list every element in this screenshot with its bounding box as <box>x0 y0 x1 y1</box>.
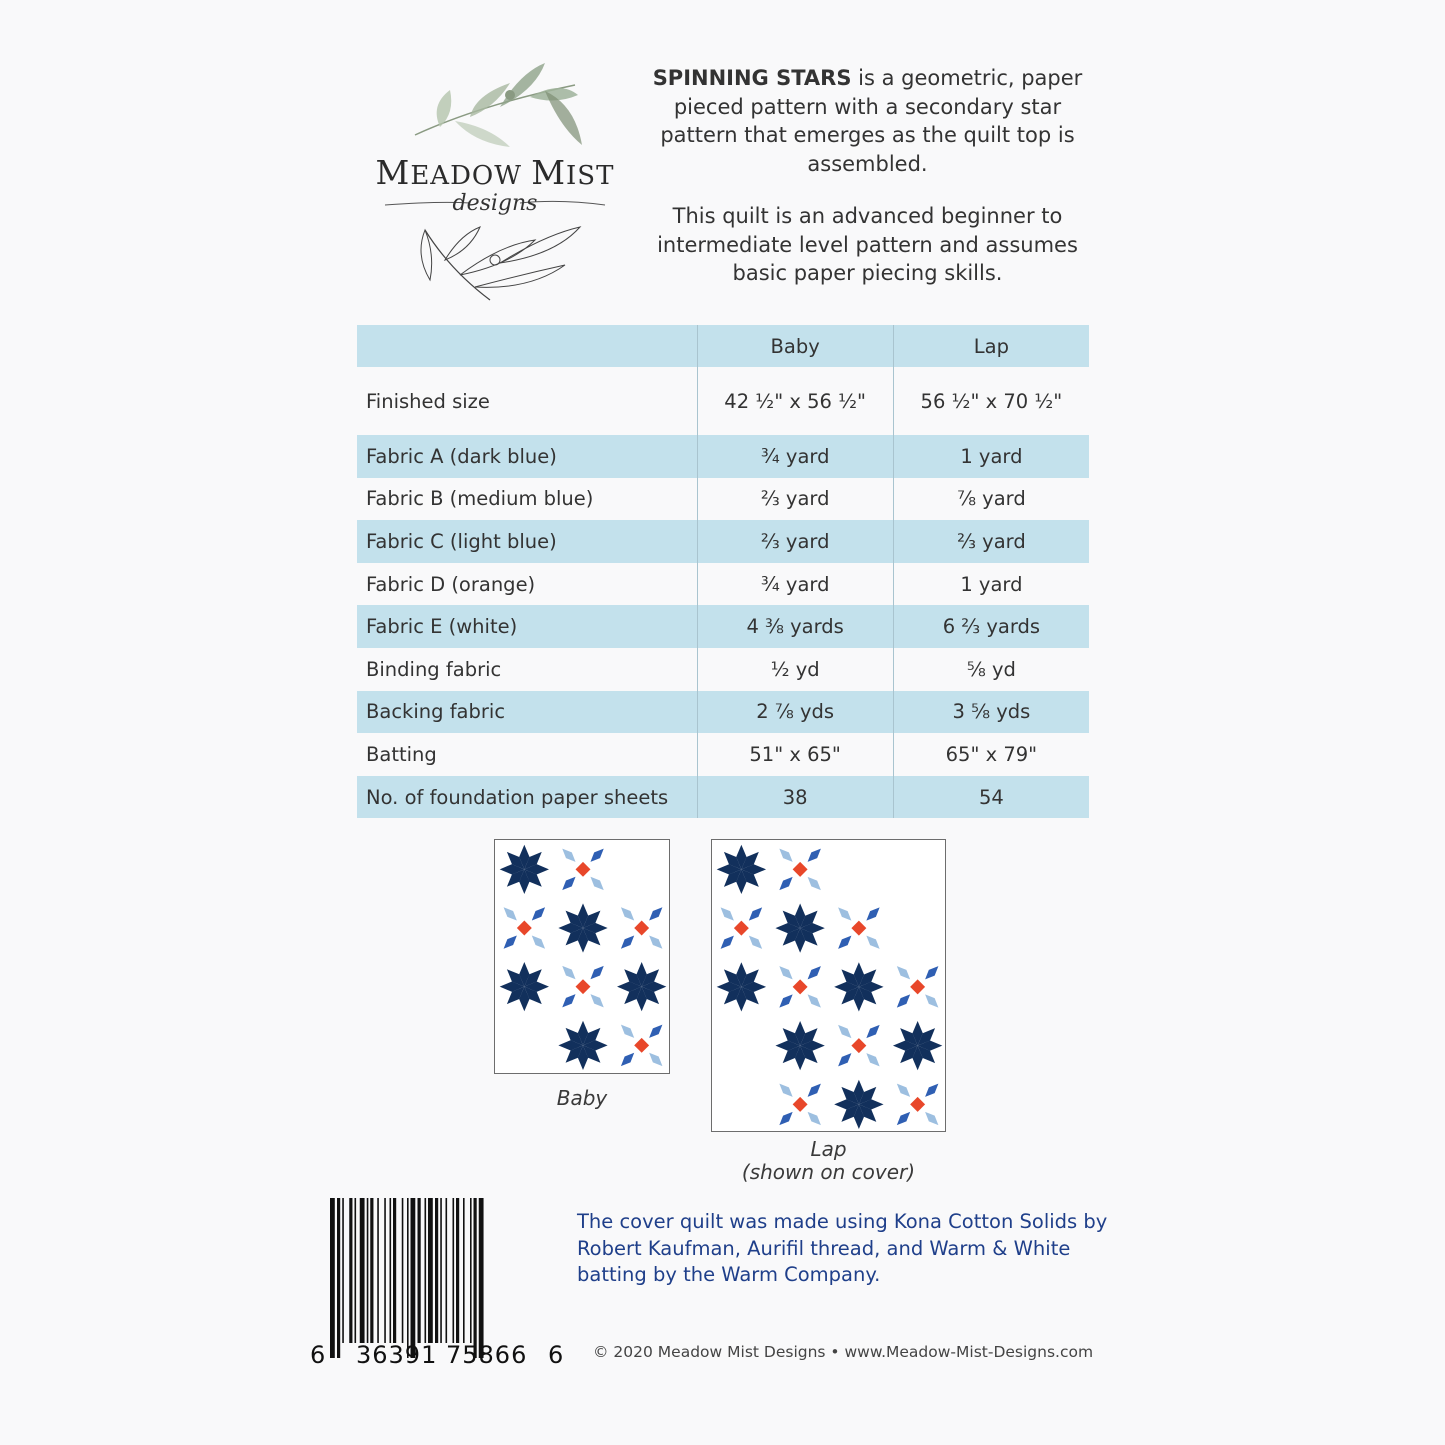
quilt-diamond <box>649 935 662 948</box>
quilt-diamond <box>866 1025 879 1038</box>
intro-paragraph-1: SPINNING STARS is a geometric, paper pieced pattern with a secondary star pattern that emerges as the quilt top is assembled. <box>652 66 1083 176</box>
row-label: Fabric A (dark blue) <box>357 435 697 478</box>
quilt-diamond <box>779 1112 792 1125</box>
quilt-orange-square <box>576 979 591 994</box>
row-label: Fabric C (light blue) <box>357 520 697 563</box>
logo-subtitle: designs <box>452 191 538 216</box>
table-row <box>357 563 1089 606</box>
quilt-diamond <box>504 935 517 948</box>
barcode-bar <box>418 1198 421 1343</box>
barcode-bar <box>407 1198 409 1358</box>
quilt-diamond <box>838 907 851 920</box>
barcode-group-2: 75866 <box>446 1341 528 1369</box>
materials-credit: The cover quilt was made using Kona Cotton Solids by Robert Kaufman, Aurifil thread, and Warm & White batting by the Warm Company. <box>577 1210 1108 1286</box>
quilt-diamond <box>925 966 938 979</box>
lap-caption: Lap <box>810 1137 847 1161</box>
copyright-footer: © 2020 Meadow Mist Designs • www.Meadow-Mist-Designs.com <box>593 1343 1094 1361</box>
quilt-diamond <box>808 849 821 862</box>
table-row <box>357 367 1089 435</box>
table-row <box>357 733 1089 776</box>
barcode-bar <box>474 1198 477 1358</box>
quilt-diamond <box>838 1053 851 1066</box>
quilt-diamond <box>925 1112 938 1125</box>
barcode-bar <box>470 1198 472 1343</box>
intro-paragraph-2: This quilt is an advanced beginner to intermediate level pattern and assumes basic paper piecing skills. <box>657 204 1078 285</box>
quilt-diamond <box>621 1053 634 1066</box>
quilt-diamond <box>621 935 634 948</box>
table-row <box>357 478 1089 521</box>
quilt-diamond <box>808 1084 821 1097</box>
quilt-orange-square <box>734 921 749 936</box>
barcode-digit-right: 6 <box>548 1341 565 1369</box>
row-label: Binding fabric <box>366 657 502 681</box>
quilt-diamond <box>562 966 575 979</box>
row-baby: ⅔ yard <box>697 520 893 563</box>
row-lap: 56 ½" x 70 ½" <box>893 367 1089 435</box>
barcode-bar <box>393 1198 396 1343</box>
row-baby: 4 ⅜ yards <box>697 605 893 648</box>
quilt-diamond <box>562 994 575 1007</box>
table-header-row <box>357 325 1089 367</box>
quilt-orange-square <box>793 862 808 877</box>
barcode-bar <box>435 1198 438 1343</box>
row-lap: 1 yard <box>893 435 1089 478</box>
row-baby: ⅔ yard <box>697 478 893 521</box>
pattern-name: SPINNING STARS <box>652 66 852 90</box>
quilt-diamond <box>621 907 634 920</box>
quilt-diamond <box>808 1112 821 1125</box>
lap-quilt-illustration <box>711 839 946 1132</box>
table-row <box>357 520 1089 563</box>
quilt-diamond <box>866 936 879 949</box>
row-baby: 38 <box>697 776 893 819</box>
quilt-diamond <box>649 907 662 920</box>
barcode-bar <box>463 1198 465 1343</box>
row-lap: 6 ⅔ yards <box>893 605 1089 648</box>
quilt-diamond <box>590 849 603 862</box>
quilt-diamond <box>721 907 734 920</box>
barcode-bar <box>440 1198 442 1343</box>
barcode-bar <box>337 1198 340 1358</box>
quilt-orange-square <box>851 1038 866 1053</box>
row-lap: ⅞ yard <box>893 478 1089 521</box>
quilt-diamond <box>897 966 910 979</box>
intro-text <box>640 64 1095 288</box>
barcode-bar <box>456 1198 459 1343</box>
barcode-bar <box>377 1198 379 1343</box>
row-baby: ½ yd <box>697 648 893 691</box>
row-label: Fabric D (orange) <box>366 572 536 596</box>
quilt-orange-square <box>634 921 649 936</box>
quilt-orange-square <box>910 979 925 994</box>
quilt-orange-square <box>517 921 532 936</box>
barcode-digit-left: 6 <box>310 1341 327 1369</box>
quilt-diamond <box>897 1112 910 1125</box>
quilt-orange-square <box>851 921 866 936</box>
barcode-bar <box>367 1198 369 1343</box>
row-label: No. of foundation paper sheets <box>357 776 697 819</box>
lap-quilt-pattern <box>712 840 946 1132</box>
barcode-bar <box>342 1198 344 1343</box>
table-row <box>357 605 1089 648</box>
quilt-orange-square <box>576 862 591 877</box>
table-row <box>357 776 1089 819</box>
barcode-bar <box>390 1198 392 1343</box>
quilt-diamond <box>649 1025 662 1038</box>
quilt-diamond <box>897 1084 910 1097</box>
quilt-diamond <box>590 966 603 979</box>
barcode-bar <box>402 1198 404 1343</box>
barcode-bar <box>428 1198 433 1343</box>
quilt-diamond <box>866 907 879 920</box>
quilt-diamond <box>838 1025 851 1038</box>
barcode-group-1: 36391 <box>356 1341 438 1369</box>
quilt-diamond <box>779 966 792 979</box>
row-label: Backing fabric <box>357 691 697 734</box>
barcode-bars <box>318 1198 568 1358</box>
logo-title: MEADOW MIST <box>375 153 615 192</box>
quilt-diamond <box>721 936 734 949</box>
quilt-diamond <box>562 849 575 862</box>
barcode-bar <box>446 1198 448 1343</box>
barcode-bar <box>370 1198 373 1343</box>
quilt-diamond <box>838 936 851 949</box>
quilt-diamond <box>779 877 792 890</box>
quilt-orange-square <box>910 1097 925 1112</box>
quilt-diamond <box>590 994 603 1007</box>
quilt-orange-square <box>793 1097 808 1112</box>
row-baby: ¾ yard <box>697 563 893 606</box>
row-baby: 2 ⅞ yds <box>697 691 893 734</box>
header-blank <box>357 325 697 367</box>
header-lap: Lap <box>893 325 1089 367</box>
row-lap: ⅔ yard <box>893 520 1089 563</box>
barcode-bar <box>384 1198 386 1343</box>
quilt-diamond <box>779 994 792 1007</box>
baby-caption: Baby <box>556 1086 608 1110</box>
brand-logo <box>360 55 630 310</box>
baby-quilt-pattern <box>495 840 670 1074</box>
row-baby: 51" x 65" <box>697 733 893 776</box>
barcode-bar <box>425 1198 427 1343</box>
row-lap: ⅝ yd <box>893 648 1089 691</box>
quilt-diamond <box>562 877 575 890</box>
quilt-diamond <box>866 1053 879 1066</box>
quilt-diamond <box>808 966 821 979</box>
quilt-diamond <box>925 1084 938 1097</box>
quilt-diamond <box>749 936 762 949</box>
row-lap: 3 ⅝ yds <box>893 691 1089 734</box>
row-baby: ¾ yard <box>697 435 893 478</box>
quilt-orange-square <box>634 1038 649 1053</box>
barcode-bar <box>453 1198 455 1343</box>
fabric-requirements-table <box>357 325 1089 818</box>
row-lap: 54 <box>893 776 1089 819</box>
row-label: Fabric E (white) <box>357 605 697 648</box>
row-label: Fabric B (medium blue) <box>366 487 594 511</box>
barcode-bar <box>360 1198 365 1343</box>
barcode-bar <box>355 1198 357 1343</box>
quilt-diamond <box>808 877 821 890</box>
quilt-diamond <box>779 1084 792 1097</box>
quilt-diamond <box>649 1053 662 1066</box>
table-row <box>357 691 1089 734</box>
row-lap: 1 yard <box>893 563 1089 606</box>
row-baby: 42 ½" x 56 ½" <box>697 367 893 435</box>
quilt-diamond <box>621 1025 634 1038</box>
barcode-bar <box>411 1198 416 1358</box>
table-row <box>357 435 1089 478</box>
quilt-diamond <box>779 849 792 862</box>
barcode-bar <box>349 1198 352 1343</box>
quilt-diamond <box>532 935 545 948</box>
quilt-diamond <box>749 907 762 920</box>
quilt-diamond <box>897 994 910 1007</box>
row-label: Batting <box>366 742 437 766</box>
quilt-diamond <box>532 907 545 920</box>
quilt-diamond <box>590 877 603 890</box>
quilt-orange-square <box>793 979 808 994</box>
baby-quilt-illustration <box>494 839 670 1074</box>
quilt-diamond <box>808 994 821 1007</box>
table-row <box>357 648 1089 691</box>
barcode-bar <box>330 1198 335 1358</box>
row-label: Finished size <box>366 389 490 413</box>
quilt-diamond <box>925 994 938 1007</box>
header-baby: Baby <box>697 325 893 367</box>
quilt-diamond <box>504 907 517 920</box>
lap-caption-note: (shown on cover) <box>741 1160 916 1184</box>
row-lap: 65" x 79" <box>893 733 1089 776</box>
barcode-bar <box>479 1198 484 1358</box>
